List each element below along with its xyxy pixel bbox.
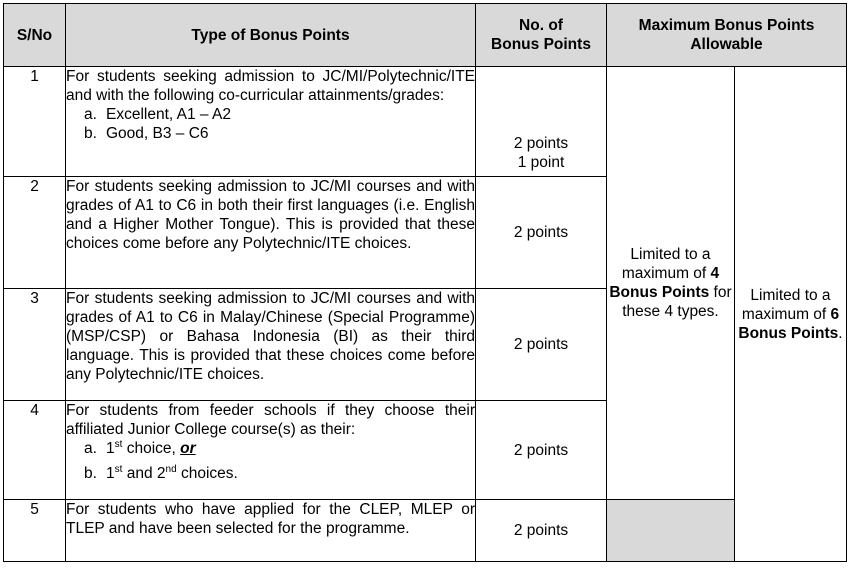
row-points: 2 points: [476, 500, 607, 562]
points-a: 2 points: [513, 135, 569, 152]
sub-item: [66, 105, 475, 124]
sub-item-text: 1st choice, or: [106, 439, 196, 457]
row-description: For students seeking admission to JC/MI courses and with grades of A1 to C6 in Malay/Chinese (Special Programme) (MSP/CSP) or Bahasa Indonesia (BI) as their third language. This is provided that these choices come before any Polytechnic/ITE choices.: [66, 289, 476, 401]
table-row: [4, 500, 847, 562]
table-row: [4, 67, 847, 177]
sub-item-text: Excellent, A1 – A2: [106, 106, 231, 123]
row-text: For students seeking admission to JC/MI/Polytechnic/ITE and with the following co-curricular attainments/grades:: [66, 68, 475, 104]
row-description: [66, 401, 476, 500]
sub-item-label: a.: [84, 440, 97, 457]
empty-shaded-cell: [607, 500, 735, 562]
limit-6-cell: [735, 67, 847, 562]
limit-4-bold: 4 Bonus Points: [609, 265, 720, 301]
limit-4-cell: [607, 67, 735, 500]
row-description: [66, 67, 476, 177]
row-number: 1: [4, 67, 66, 177]
sub-item-label: b.: [84, 125, 97, 142]
sub-item-text: Good, B3 – C6: [106, 125, 209, 142]
row-points: 2 points: [476, 401, 607, 500]
bonus-points-table: [3, 3, 847, 562]
header-row: [4, 4, 847, 67]
header-points-line1: No. of: [519, 17, 563, 34]
limit-6-bold: 6 Bonus Points: [738, 305, 840, 342]
row-points: 2 points: [476, 289, 607, 401]
header-type: Type of Bonus Points: [66, 4, 476, 67]
row-number: 5: [4, 500, 66, 562]
limit-4-post: for these 4 types.: [622, 284, 732, 320]
header-max-line1: Maximum Bonus Points: [638, 17, 815, 34]
row-points: [476, 67, 607, 177]
header-max-line2: Allowable: [690, 36, 763, 53]
limit-6-post: .: [838, 324, 843, 342]
row-description: For students who have applied for the CLEP, MLEP or TLEP and have been selected for the programme.: [66, 500, 476, 562]
sub-item: [66, 439, 475, 458]
row-description: For students seeking admission to JC/MI courses and with grades of A1 to C6 in both their first languages (i.e. English and a Higher Mother Tongue). This is provided that these choices come before any Polytechnic/ITE choices.: [66, 177, 476, 289]
sub-item-label: b.: [84, 465, 97, 482]
row-number: 2: [4, 177, 66, 289]
sub-item-text: 1st and 2nd choices.: [106, 464, 238, 482]
header-sno: S/No: [4, 4, 66, 67]
header-max: [607, 4, 847, 67]
emphasis-or: or: [180, 440, 196, 457]
row-number: 3: [4, 289, 66, 401]
row-text: For students from feeder schools if they choose their affiliated Junior College course(s) as their:: [66, 402, 475, 438]
header-points: [476, 4, 607, 67]
row-number: 4: [4, 401, 66, 500]
row-points: 2 points: [476, 177, 607, 289]
header-points-line2: Bonus Points: [491, 36, 591, 53]
sub-item-label: a.: [84, 106, 97, 123]
limit-4-pre: Limited to a maximum of: [621, 246, 711, 282]
sub-item: [66, 124, 475, 143]
points-b: 1 point: [517, 154, 565, 171]
limit-6-pre: Limited to a maximum of: [741, 286, 831, 323]
sub-item: [66, 464, 475, 483]
